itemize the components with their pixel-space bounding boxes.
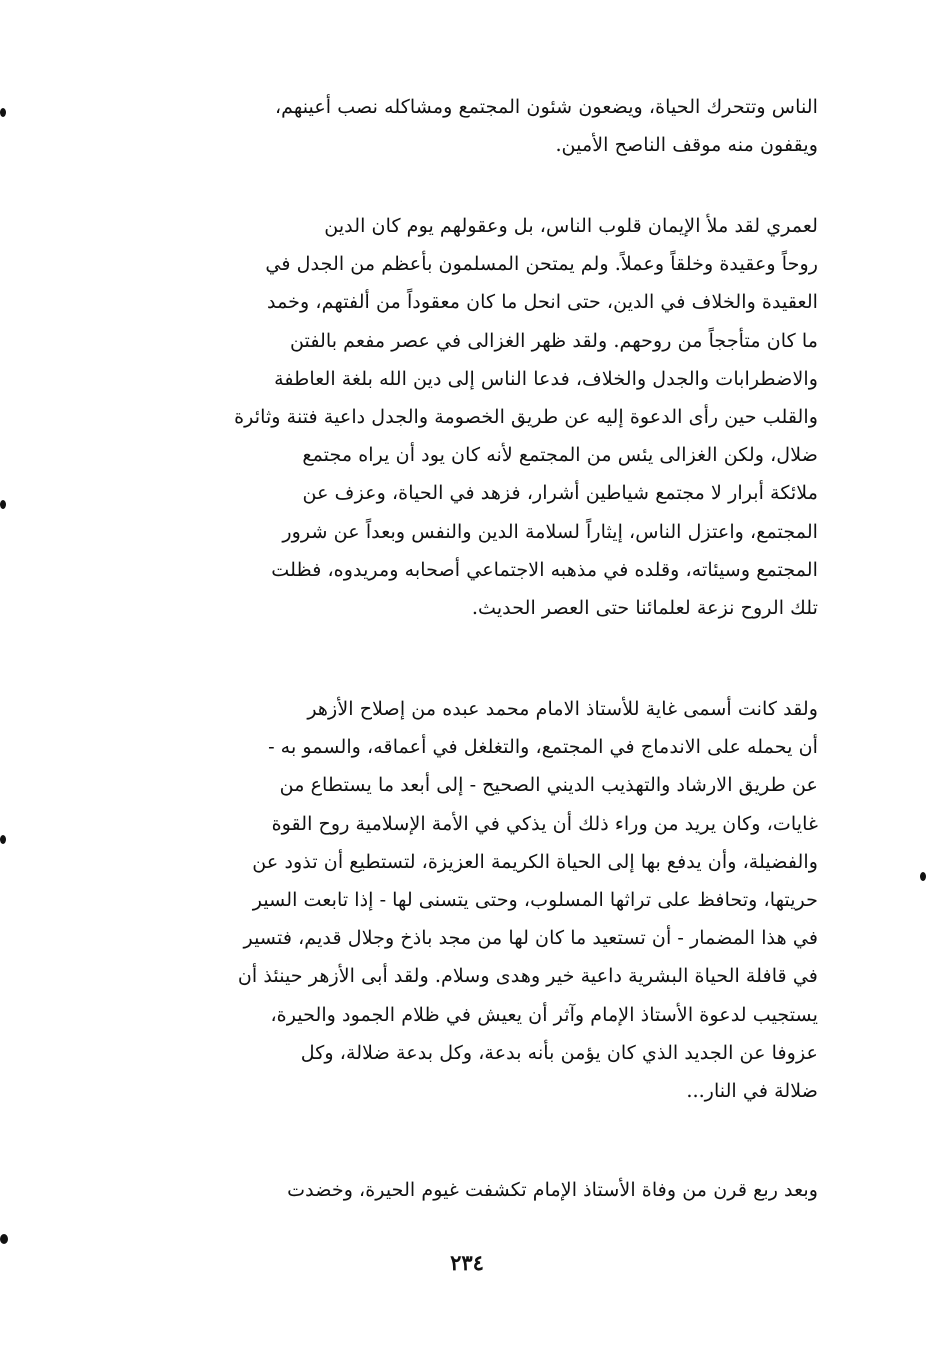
margin-mark (0, 108, 6, 117)
paragraph (118, 207, 818, 627)
text-line: ولقد كانت أسمى غاية للأستاذ الامام محمد عبده من إصلاح الأزهر (307, 697, 818, 720)
text-line: ويقفون منه موقف الناصح الأمين. (555, 133, 818, 157)
text-line: وبعد ربع قرن من وفاة الأستاذ الإمام تكشفت غيوم الحيرة، وخضدت (287, 1178, 818, 1201)
text-line: الناس وتتحرك الحياة، ويضعون شئون المجتمع ومشاكله نصب أعينهم، (274, 95, 818, 118)
text-line: غايات، وكان يريد من وراء ذلك أن يذكي في الأمة الإسلامية روح القوة (271, 811, 818, 835)
text-line: والقلب حين رأى الدعوة إليه عن طريق الخصومة والجدل داعية فتنة وثائرة (234, 405, 818, 429)
text-line: تلك الروح نزعة لعلمائنا حتى العصر الحديث. (471, 596, 818, 620)
text-line: ما كان متأججاً من روحهم. ولقد ظهر الغزالى في عصر مفعم بالفتن (289, 328, 818, 352)
text-line: في قافلة الحياة البشرية داعية خير وهدى وسلام. ولقد أبى الأزهر حينئذ أن (237, 964, 818, 988)
text-line: أن يحمله على الاندماج في المجتمع، والتغلغل في أعماقه، والسمو به - (268, 735, 818, 759)
text-line: حريتها، وتحافظ على تراثها المسلوب، وحتى يتسنى لها - إذا تابعت السير (252, 888, 818, 912)
margin-mark (0, 835, 6, 844)
text-line: والاضطرابات والجدل والخلاف، فدعا الناس إلى دين الله بلغة العاطفة (274, 366, 818, 390)
paragraph (118, 690, 818, 1110)
margin-mark (0, 1234, 8, 1244)
text-line: يستجيب لدعوة الأستاذ الإمام وآثر أن يعيش في ظلام الجمود والحيرة، (270, 1002, 818, 1026)
text-line: العقيدة والخلاف في الدين، حتى انحل ما كان معقوداً من ألفتهم، وخمد (267, 290, 818, 314)
text-line: لعمري لقد ملأ الإيمان قلوب الناس، بل وعقولهم يوم كان الدين (324, 214, 818, 237)
text-line: ملائكة أبرار لا مجتمع شياطين أشرار، فزهد في الحياة، وعزف عن (302, 481, 818, 505)
text-line: المجتمع وسيئاته، وقلده في مذهبه الاجتماعي أصحابه ومريدوه، فظلت (271, 557, 818, 581)
text-line: المجتمع، واعتزل الناس، إيثاراً لسلامة الدين والنفس وبعداً عن شرور (282, 519, 818, 543)
paragraph (118, 1171, 818, 1209)
text-line: روحاً وعقيدة وخلقاً وعملاً. ولم يمتحن المسلمون بأعظم من الجدل في (265, 252, 818, 276)
text-line: ضلالة في النار... (686, 1079, 818, 1103)
page-number: ٢٣٤ (450, 1250, 484, 1275)
text-line: ضلال، ولكن الغزالى يئس من المجتمع لأنه كان يود أن يراه مجتمع (302, 443, 818, 467)
paragraph (118, 88, 818, 164)
text-line: عن طريق الارشاد والتهذيب الديني الصحيح - إلى أبعد ما يستطاع من (279, 773, 818, 797)
margin-mark (0, 500, 6, 509)
margin-mark (920, 872, 926, 881)
text-line: في هذا المضمار - أن تستعيد ما كان لها من مجد باذخ وجلال قديم، فتسير (243, 926, 818, 950)
text-line: والفضيلة، وأن يدفع بها إلى الحياة الكريمة العزيزة، لتستطيع أن تذود عن (252, 849, 818, 873)
text-line: عزوفا عن الجديد الذي كان يؤمن بأنه بدعة، وكل بدعة ضلالة، وكل (300, 1040, 818, 1064)
